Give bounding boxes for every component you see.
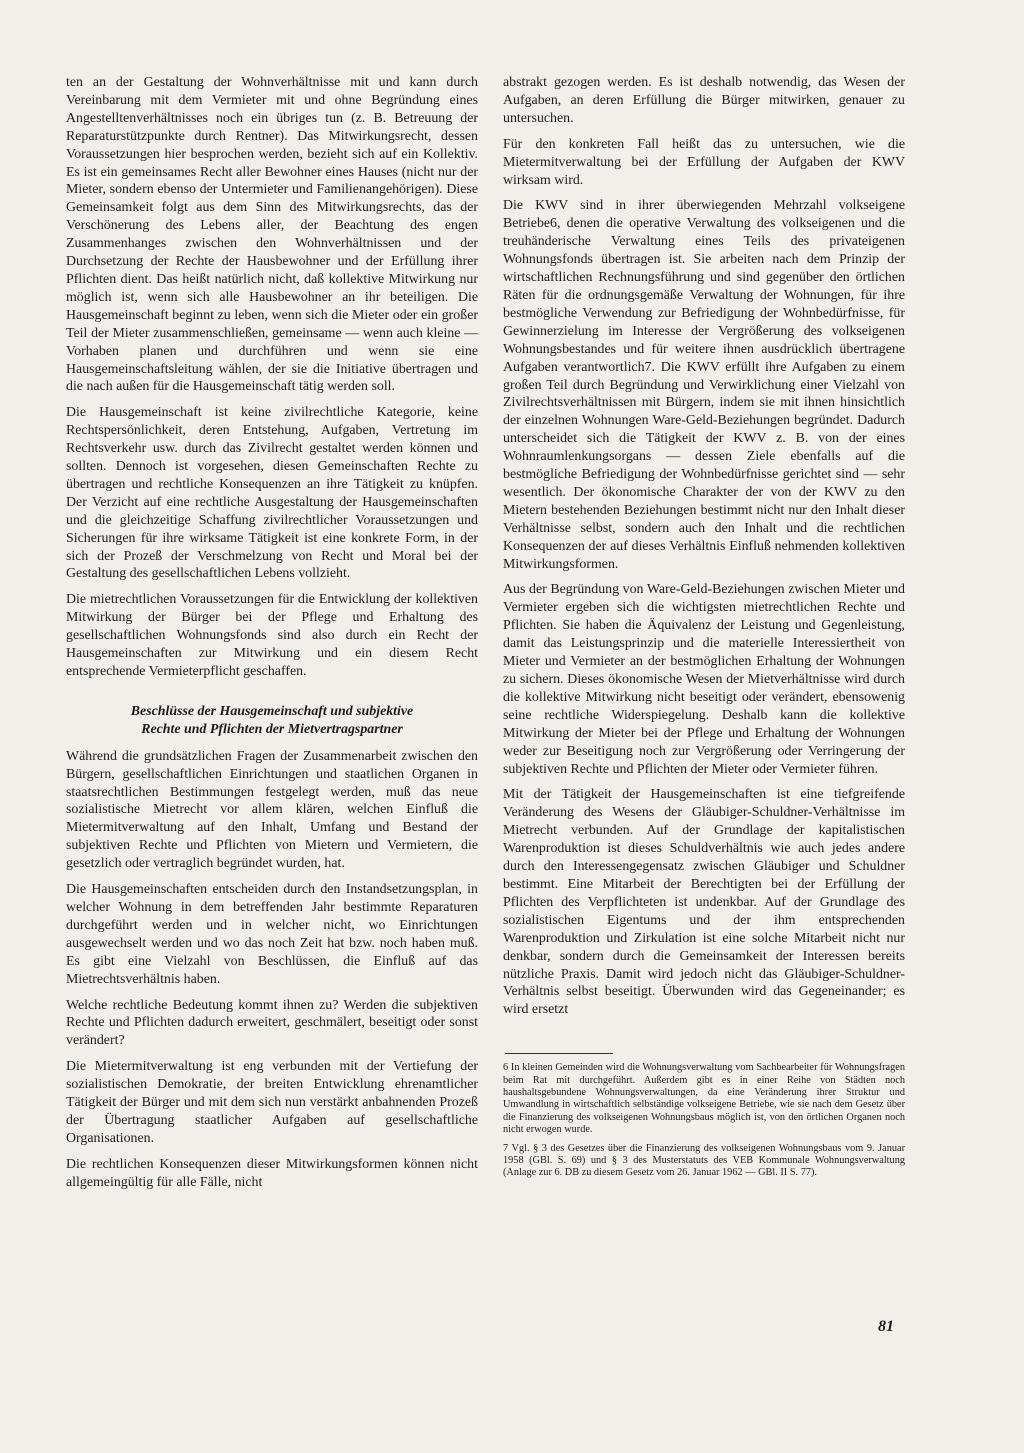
paragraph: Die Hausgemeinschaften entscheiden durch den Instandsetzungsplan, in welcher Wohnung in dem betreffenden Jahr bestimmte Reparaturen durchgeführt werden und in welcher nicht, wo Einrichtungen ausgewechselt werden und wo das noch Zeit hat bzw. noch haben muß. Es gibt eine Vielzahl von Beschlüssen, die Einfluß auf das Mietrechtsverhältnis haben. [66, 882, 478, 987]
left-column [66, 74, 478, 1200]
paragraph: ten an der Gestaltung der Wohnverhältnisse mit und kann durch Vereinbarung mit dem Vermieter mit und ohne Begründung eines Angestelltenverhältnisses noch ein übriges tun (z. B. Betreuung der Reparaturstützpunkte durch Rentner). Das Mitwirkungsrecht, dessen Voraussetzungen hier besprochen werden, bezieht sich auf ein Kollektiv. Es ist ein gemeinsames Recht aller Bewohner eines Hauses (nicht nur der Mieter, sondern ebenso der Untermieter und Familienangehörigen). Diese Gemeinsamkeit folgt aus dem Sinn des Mitwirkungsrechts, das der Verschönerung des Lebens aller, der Beachtung des engen Zusammenhanges zwischen den Wohnverhältnissen und der Durchsetzung der Rechte der Hausbewohner und der Erfüllung ihrer Pflichten dient. Das heißt natürlich nicht, daß kollektive Mitwirkung nur möglich ist, wenn sich alle Hausbewohner an ihr beteiligen. Die Hausgemeinschaft beginnt zu leben, wenn sich die Mieter oder ein großer Teil der Mieter zusammenschließen, gemeinsame — wenn auch kleine — Vorhaben planen und durchführen und wenn sie eine Hausgemeinschaftsleitung wählen, der sie die Initiative übertragen und die nach außen für die Hausgemeinschaft tätig werden soll. [66, 75, 478, 395]
paragraph: Die rechtlichen Konsequenzen dieser Mitwirkungsformen können nicht allgemeingültig für alle Fälle, nicht [66, 1156, 478, 1190]
paragraph: Die mietrechtlichen Voraussetzungen für die Entwicklung der kollektiven Mitwirkung der Bürger bei der Pflege und Erhaltung des gesellschaftlichen Wohnungsfonds sind also durch ein Recht der Hausgemeinschaften zur Mitwirkung und ein diesem Recht entsprechende Vermieterpflicht geschaffen. [66, 592, 478, 679]
paragraph: Mit der Tätigkeit der Hausgemeinschaften ist eine tiefgreifende Veränderung des Wesens der Gläubiger-Schuldner-Verhältnisse im Mietrecht verbunden. Auf der Grundlage der kapitalistischen Warenproduktion ist dieses Schuldverhältnis wie auch jedes andere durch den Interessengegensatz zwischen Gläubiger und Schuldner bestimmt. Eine Mitarbeit der Berechtigten bei der Erfüllung der Pflichten des Verpflichteten ist undenkbar. Auf der Grundlage des sozialistischen Eigentums und der ihm entsprechenden Warenproduktion und Zirkulation ist eine solche Mitarbeit nicht nur denkbar, sondern durch die Gemeinsamkeit der Interessen bereits nützliche Praxis. Damit wird jedoch nicht das Gläubiger-Schuldner-Verhältnis selbst beseitigt. Überwunden wird das Gegeneinander; es wird ersetzt [503, 787, 905, 1018]
section-heading-line: Beschlüsse der Hausgemeinschaft und subjektive [130, 703, 414, 719]
section-heading-line: Rechte und Pflichten der Mietvertragspartner [141, 721, 403, 737]
right-column [503, 74, 905, 1186]
paragraph: Die Hausgemeinschaft ist keine zivilrechtliche Kategorie, keine Rechtspersönlichkeit, deren Entstehung, Aufgaben, Vertretung im Rechtsverkehr usw. durch das Zivilrecht gestaltet werden können und sollten. Dennoch ist vorgesehen, diesen Gemeinschaften Rechte zu übertragen und rechtliche Konsequenzen an ihre Tätigkeit zu knüpfen. Der Verzicht auf eine rechtliche Ausgestaltung der Hausgemeinschaften und die gleichzeitige Schaffung zivilrechtlicher Voraussetzungen und Sicherungen für ihre wirksame Tätigkeit ist eine konkrete Form, in der sich der Prozeß der Verschmelzung von Recht und Moral bei der Gestaltung des gesellschaftlichen Lebens vollzieht. [66, 405, 478, 582]
footnote: 6 In kleinen Gemeinden wird die Wohnungsverwaltung vom Sachbearbeiter für Wohnungsfragen beim Rat mit durchgeführt. Außerdem gibt es in einer Reihe von Städten noch haushaltsgebundene Wohnungsverwaltungen, da eine Veränderung ihrer Struktur und Umwandlung in wirtschaftlich selbständige volkseigene Betriebe, wie sie nach dem Gesetz über die Finanzierung des volkseigenen Wohnungsbaus möglich ist, von den örtlichen Organen noch nicht erwogen wurde. [503, 1062, 905, 1136]
paragraph: Für den konkreten Fall heißt das zu untersuchen, wie die Mietermitverwaltung bei der Erfüllung der Aufgaben der KWV wirksam wird. [503, 136, 905, 188]
section-heading [66, 703, 478, 739]
footnote-divider [505, 1053, 613, 1054]
paragraph: Welche rechtliche Bedeutung kommt ihnen zu? Werden die subjektiven Rechte und Pflichten dadurch erweitert, geschmälert, beseitigt oder sonst verändert? [66, 997, 478, 1049]
page-number: 81 [878, 1318, 894, 1335]
paragraph: Während die grundsätzlichen Fragen der Zusammenarbeit zwischen den Bürgern, gesellschaftlichen Einrichtungen und staatlichen Organen in staatsrechtlichen Bestimmungen festgelegt werden, muß das neue sozialistische Mietrecht vor allem klären, welchen Einfluß die Mietermitverwaltung auf den Inhalt, Umfang und Bestand der subjektiven Rechte und Pflichten von Mietern und Vermietern, die gesetzlich oder vertraglich begründet wurden, hat. [66, 748, 478, 872]
footnote: 7 Vgl. § 3 des Gesetzes über die Finanzierung des volkseigenen Wohnungsbaus vom 9. Januar 1958 (GBl. S. 69) und § 3 des Musterstatuts des VEB Kommunale Wohnungsverwaltung (Anlage zur 6. DB zu diesem Gesetz vom 26. Januar 1962 — GBl. II S. 77). [503, 1142, 905, 1179]
paragraph: Die KWV sind in ihrer überwiegenden Mehrzahl volkseigene Betriebe6, denen die operative Verwaltung des volkseigenen und die treuhänderische Verwaltung eines Teils des privateigenen Wohnungsfonds übertragen ist. Sie arbeiten nach dem Prinzip der wirtschaftlichen Rechnungsführung und sind gegenüber den örtlichen Räten für die ordnungsgemäße Verwaltung der Wohnungen, für ihre bestmögliche Verwendung zur Befriedigung der Wohnbedürfnisse, für Gewinnerzielung im Interesse der Vergrößerung des volkseigenen Wohnungsbestandes und für weitere ihnen ausdrücklich übertragene Aufgaben verantwortlich7. Die KWV erfüllt ihre Aufgaben zu einem großen Teil durch Begründung und Verwirklichung einer Vielzahl von Zivilrechtsverhältnissen mit Bürgern, indem sie mit ihnen hinsichtlich der einzelnen Wohnungen Ware-Geld-Beziehungen begründet. Dadurch unterscheidet sich die Tätigkeit der KWV z. B. von der eines Wohnraumlenkungsorgans — dessen Ziele ebenfalls auf die bestmögliche Befriedigung der Wohnbedürfnisse gerichtet sind — sehr wesentlich. Der ökonomische Charakter der von der KWV zu den Mietern bestehenden Beziehungen bestimmt nicht nur den Inhalt dieser Verhältnisse selbst, sondern auch den Inhalt und die rechtlichen Konsequenzen der auf dieses Verhältnis Einfluß nehmenden kollektiven Mitwirkungsformen. [503, 198, 905, 572]
paragraph: abstrakt gezogen werden. Es ist deshalb notwendig, das Wesen der Aufgaben, an deren Erfüllung die Bürger mitwirken, genauer zu untersuchen. [503, 75, 905, 126]
paragraph: Aus der Begründung von Ware-Geld-Beziehungen zwischen Mieter und Vermieter ergeben sich die wichtigsten mietrechtlichen Rechte und Pflichten. Sie haben die Äquivalenz der Leistung und Gegenleistung, damit das Leistungsprinzip und die materielle Interessiertheit von Mieter und Vermieter an der bestmöglichen Erhaltung der Wohnungen zu sichern. Dieses ökonomische Wesen der Mietverhältnisse wird durch die kollektive Mitwirkung nicht beseitigt oder verändert, ebensowenig seine rechtliche Widerspiegelung. Deshalb kann die kollektive Mitwirkung der Mieter bei der Pflege und Erhaltung der Wohnungen weder zur Beseitigung noch zur Vergrößerung oder Verringerung der subjektiven Rechte und Pflichten der Mieter oder Vermieter führen. [503, 582, 905, 777]
paragraph: Die Mietermitverwaltung ist eng verbunden mit der Vertiefung der sozialistischen Demokratie, der breiten Entwicklung ehrenamtlicher Tätigkeit der Bürger und mit dem sich nun verstärkt anbahnenden Prozeß der Übertragung staatlicher Aufgaben auf gesellschaftliche Organisationen. [66, 1059, 478, 1146]
